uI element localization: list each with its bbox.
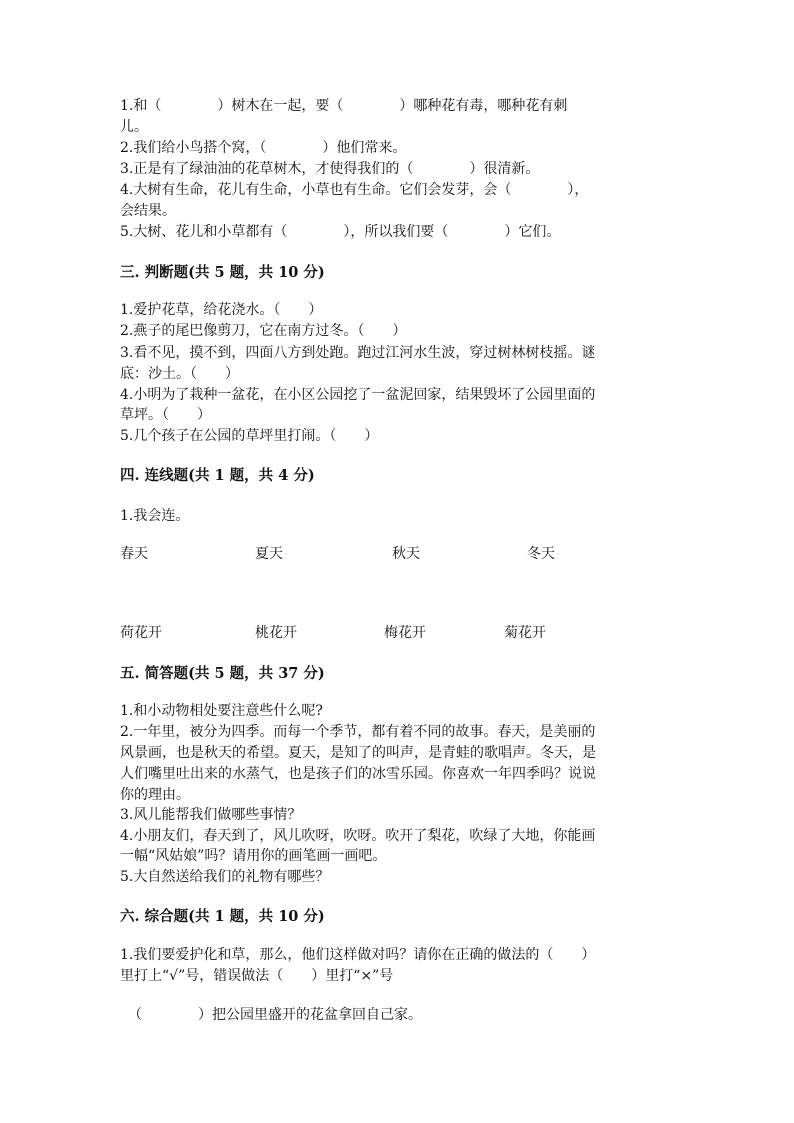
season-winter: 冬天 bbox=[527, 546, 555, 562]
comp-sub-item: （ ）把公园里盛开的花盆拿回自己家。 bbox=[128, 1007, 422, 1023]
section-4-heading: 四. 连线题(共 1 题，共 4 分) bbox=[120, 467, 315, 484]
judge-item-3-line-2: 底：沙土。（ ） bbox=[120, 366, 239, 382]
season-autumn: 秋天 bbox=[392, 546, 420, 562]
short-item-4-line-2: 一幅“风姑娘”吗？请用你的画笔画一画吧。 bbox=[120, 848, 387, 864]
fill-item-1-line-2: 儿。 bbox=[120, 119, 148, 135]
fill-item-5: 5.大树、花儿和小草都有（ ），所以我们要（ ）它们。 bbox=[120, 224, 561, 240]
flower-lotus: 荷花开 bbox=[120, 625, 162, 641]
section-6-heading: 六. 综合题(共 1 题，共 10 分) bbox=[120, 908, 325, 925]
flower-plum: 梅花开 bbox=[384, 625, 426, 641]
fill-item-2: 2.我们给小鸟搭个窝，（ ）他们常来。 bbox=[120, 140, 407, 156]
short-item-3: 3.风儿能帮我们做哪些事情？ bbox=[120, 807, 302, 823]
judge-item-4-line-1: 4.小明为了栽种一盆花，在小区公园挖了一盆泥回家，结果毁坏了公园里面的 bbox=[120, 387, 596, 403]
section-3-heading: 三. 判断题(共 5 题，共 10 分) bbox=[120, 264, 325, 281]
fill-item-1-line-1: 1.和（ ）树木在一起，要（ ）哪种花有毒，哪种花有刺 bbox=[120, 98, 568, 114]
match-question: 1.我会连。 bbox=[120, 508, 190, 524]
flower-chrysanthemum: 菊花开 bbox=[504, 625, 546, 641]
season-row bbox=[120, 543, 680, 563]
comp-item-1-line-2: 里打上“√”号，错误做法（ ）里打“×”号 bbox=[120, 968, 394, 984]
fill-item-4-line-1: 4.大树有生命，花儿有生命，小草也有生命。它们会发芽，会（ ）， bbox=[120, 182, 589, 198]
short-item-2-line-2: 风景画，也是秋天的希望。夏天，是知了的叫声，是青蛙的歌唱声。冬天，是 bbox=[120, 745, 596, 761]
short-item-2-line-3: 人们嘴里吐出来的水蒸气，也是孩子们的冰雪乐园。你喜欢一年四季吗？说说 bbox=[120, 766, 596, 782]
flower-peach: 桃花开 bbox=[255, 625, 297, 641]
fill-item-3: 3.正是有了绿油油的花草树木，才使得我们的（ ）很清新。 bbox=[120, 161, 540, 177]
comp-item-1-line-1: 1.我们要爱护化和草，那么，他们这样做对吗？请你在正确的做法的（ ） bbox=[120, 947, 596, 963]
judge-item-5: 5.几个孩子在公园的草坪里打闹。（ ） bbox=[120, 428, 379, 444]
short-item-2-line-1: 2.一年里，被分为四季。而每一个季节，都有着不同的故事。春天，是美丽的 bbox=[120, 724, 596, 740]
judge-item-1: 1.爱护花草，给花浇水。（ ） bbox=[120, 302, 323, 318]
judge-item-3-line-1: 3.看不见，摸不到，四面八方到处跑。跑过江河水生波，穿过树林树枝摇。谜 bbox=[120, 345, 596, 361]
fill-item-4-line-2: 会结果。 bbox=[120, 203, 176, 219]
season-spring: 春天 bbox=[120, 546, 148, 562]
short-item-4-line-1: 4.小朋友们，春天到了，风儿吹呀，吹呀。吹开了梨花，吹绿了大地，你能画 bbox=[120, 828, 596, 844]
short-item-1: 1.和小动物相处要注意些什么呢? bbox=[120, 703, 323, 719]
judge-item-2: 2.燕子的尾巴像剪刀，它在南方过冬。（ ） bbox=[120, 323, 407, 339]
short-item-5: 5.大自然送给我们的礼物有哪些？ bbox=[120, 869, 330, 885]
section-5-heading: 五. 简答题(共 5 题，共 37 分) bbox=[120, 665, 325, 682]
short-item-2-line-4: 你的理由。 bbox=[120, 787, 190, 803]
season-summer: 夏天 bbox=[255, 546, 283, 562]
judge-item-4-line-2: 草坪。（ ） bbox=[120, 407, 211, 423]
flower-row bbox=[120, 622, 680, 642]
